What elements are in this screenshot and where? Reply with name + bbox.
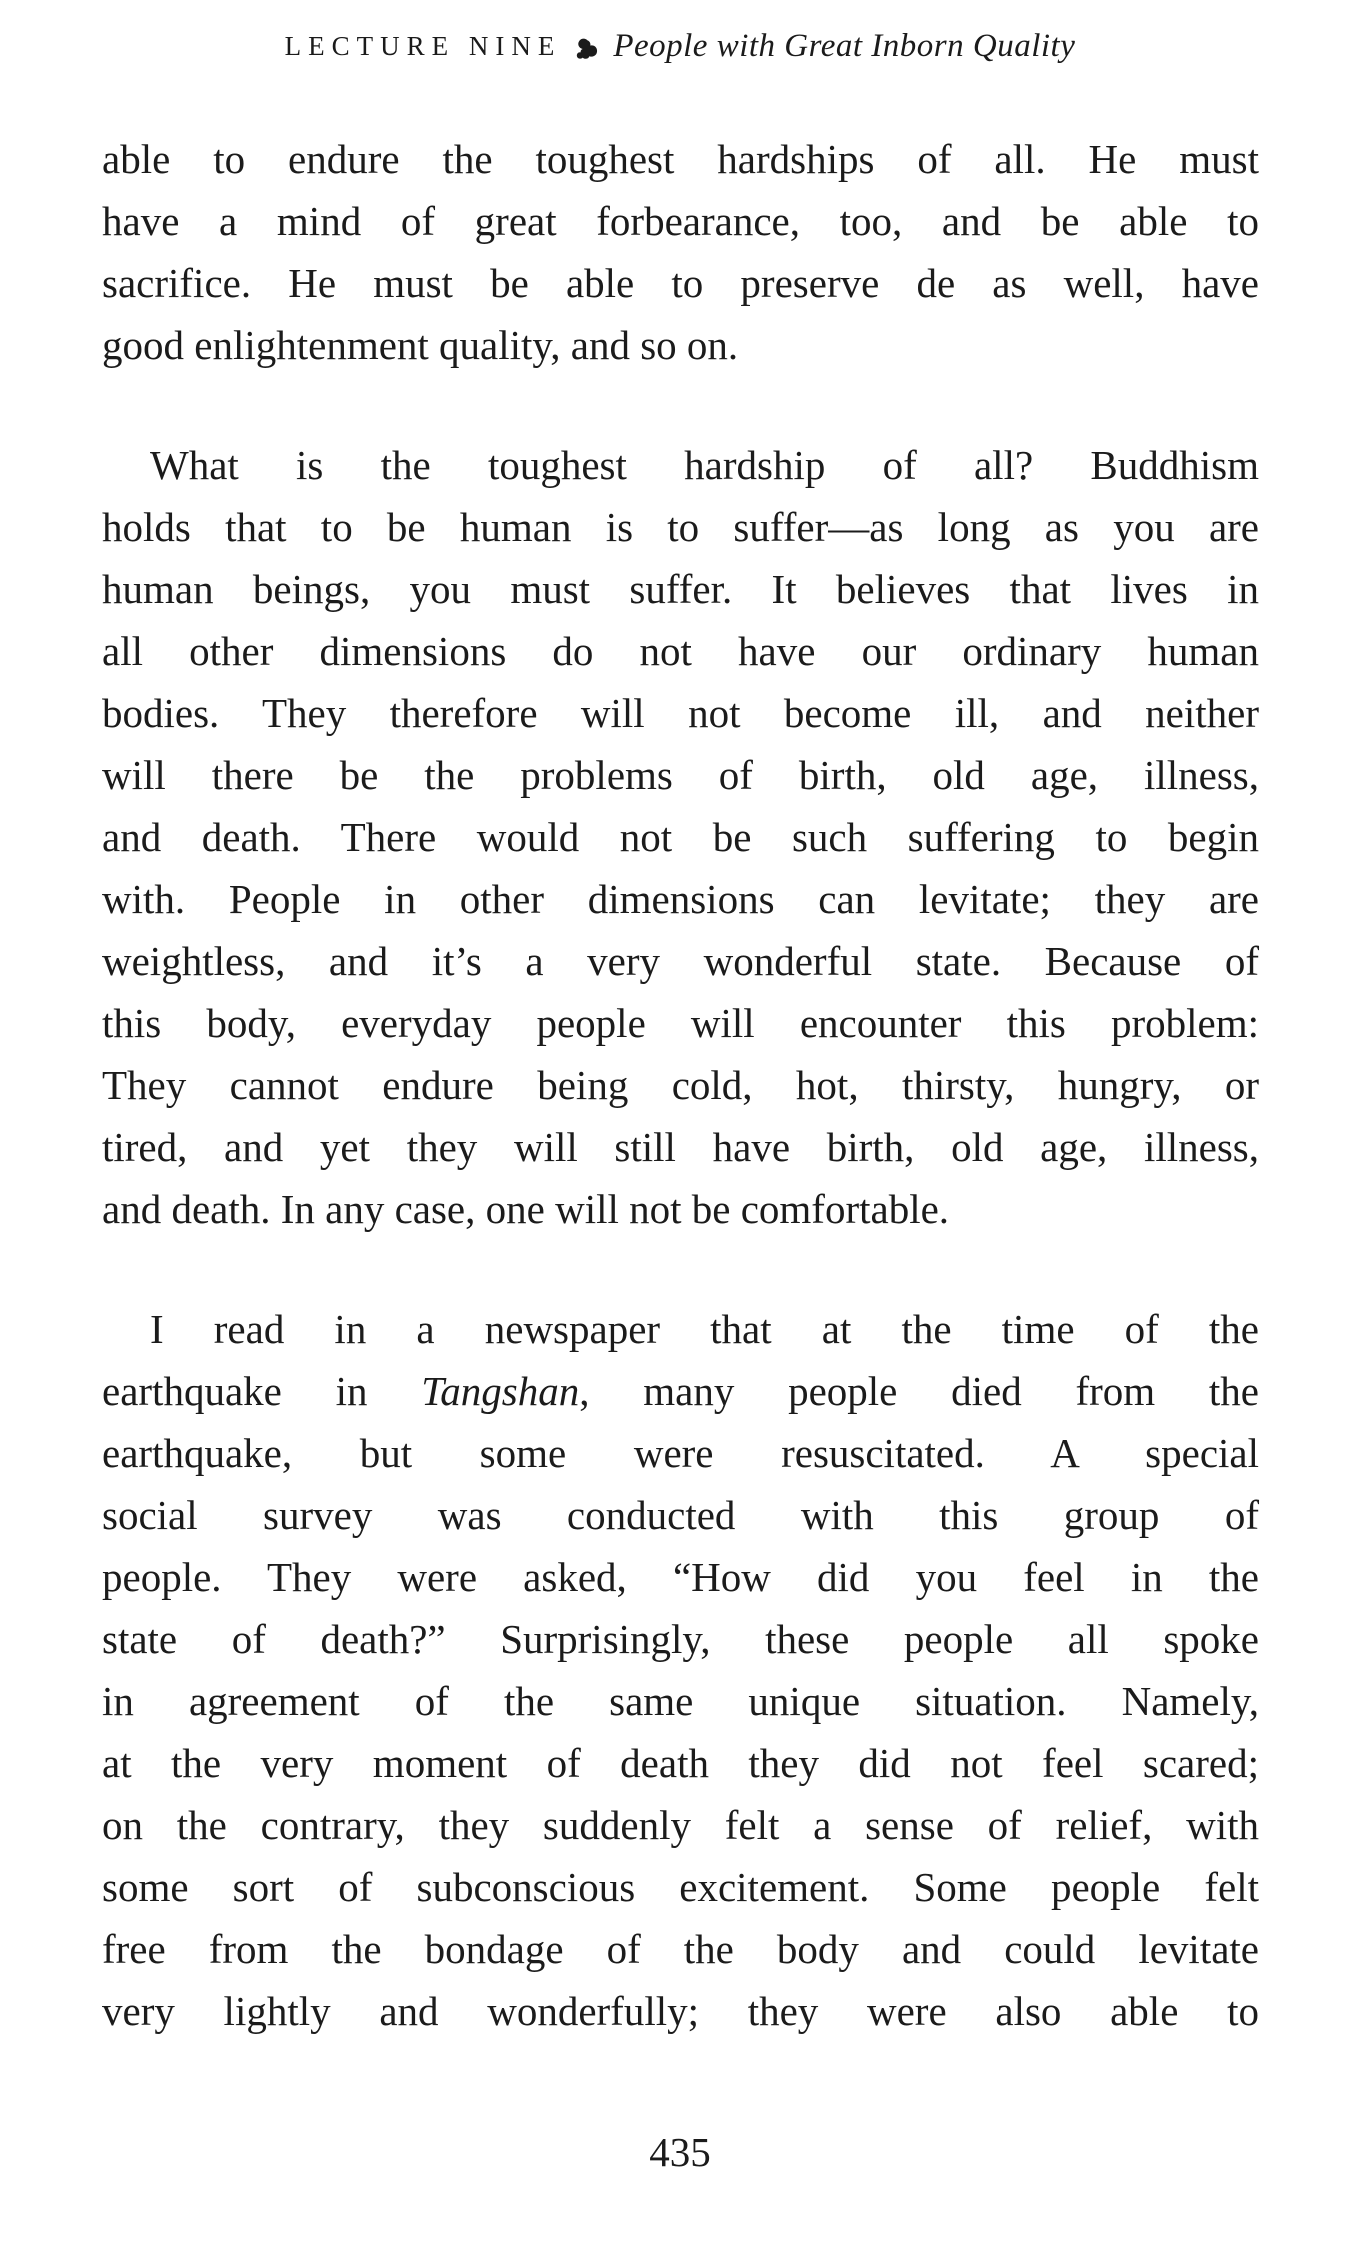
text-segment: They cannot endure being cold, hot, thirsty, hungry, or [102,1062,1259,1108]
text-segment: and death. In any case, one will not be comfortable. [102,1186,950,1232]
text-segment: good enlightenment quality, and so on. [102,322,739,368]
paragraph [102,434,1259,1240]
text-line [102,252,1259,314]
text-line [102,1116,1259,1178]
text-line [102,868,1259,930]
text-segment: sacrifice. He must be able to preserve de as well, have [102,260,1259,306]
text-line [102,314,1259,376]
text-line [102,992,1259,1054]
text-line [102,1856,1259,1918]
text-line [102,1298,1259,1360]
text-line [102,682,1259,744]
text-segment: have a mind of great forbearance, too, and be able to [102,198,1259,244]
text-line [102,1178,1259,1240]
text-segment: social survey was conducted with this group of [102,1492,1259,1538]
leaf-ornament-icon [575,36,599,62]
text-line [102,930,1259,992]
lecture-label: LECTURE NINE [284,31,562,61]
text-segment: earthquake, but some were resuscitated. A special [102,1430,1259,1476]
page-number: 435 [649,2129,711,2175]
text-line [102,620,1259,682]
text-segment: all other dimensions do not have our ordinary human [102,628,1259,674]
body-text [102,128,1259,2042]
text-line [102,1980,1259,2042]
text-segment: some sort of subconscious excitement. Some people felt [102,1864,1259,1910]
text-line [102,1732,1259,1794]
text-line [102,1608,1259,1670]
text-line [102,806,1259,868]
text-line [102,496,1259,558]
text-line [102,1422,1259,1484]
text-segment: and death. There would not be such suffering to begin [102,814,1259,860]
text-segment: human beings, you must suffer. It believes that lives in [102,566,1259,612]
text-line [102,1794,1259,1856]
text-line [102,1918,1259,1980]
text-segment: tired, and yet they will still have birth, old age, illness, [102,1124,1259,1170]
paragraph [102,128,1259,376]
italic-term: Tangshan [421,1368,580,1414]
text-segment: will there be the problems of birth, old age, illness, [102,752,1259,798]
text-line [102,558,1259,620]
paragraph [102,1298,1259,2042]
text-line [102,744,1259,806]
text-segment: , many people died from the [579,1368,1259,1414]
text-segment: I read in a newspaper that at the time of the [150,1306,1259,1352]
text-line [102,1484,1259,1546]
text-segment: free from the bondage of the body and could levitate [102,1926,1259,1972]
text-segment: with. People in other dimensions can levitate; they are [102,876,1259,922]
text-segment: earthquake in [102,1368,422,1414]
text-segment: people. They were asked, “How did you feel in the [102,1554,1259,1600]
running-header [0,28,1360,65]
text-line [102,1054,1259,1116]
text-segment: at the very moment of death they did not feel scared; [102,1740,1259,1786]
text-segment: holds that to be human is to suffer—as long as you are [102,504,1259,550]
text-segment: What is the toughest hardship of all? Buddhism [150,442,1259,488]
chapter-title: People with Great Inborn Quality [613,28,1076,64]
text-line [102,1546,1259,1608]
text-segment: state of death?” Surprisingly, these people all spoke [102,1616,1259,1662]
text-line [102,128,1259,190]
text-segment: able to endure the toughest hardships of all. He must [102,136,1259,182]
text-line [102,1360,1259,1422]
text-line [102,190,1259,252]
text-segment: on the contrary, they suddenly felt a sense of relief, with [102,1802,1259,1848]
text-line [102,1670,1259,1732]
text-segment: very lightly and wonderfully; they were also able to [102,1988,1259,2034]
text-segment: bodies. They therefore will not become ill, and neither [102,690,1259,736]
text-segment: weightless, and it’s a very wonderful state. Because of [102,938,1259,984]
text-line [102,434,1259,496]
text-segment: in agreement of the same unique situation. Namely, [102,1678,1259,1724]
text-segment: this body, everyday people will encounter this problem: [102,1000,1259,1046]
